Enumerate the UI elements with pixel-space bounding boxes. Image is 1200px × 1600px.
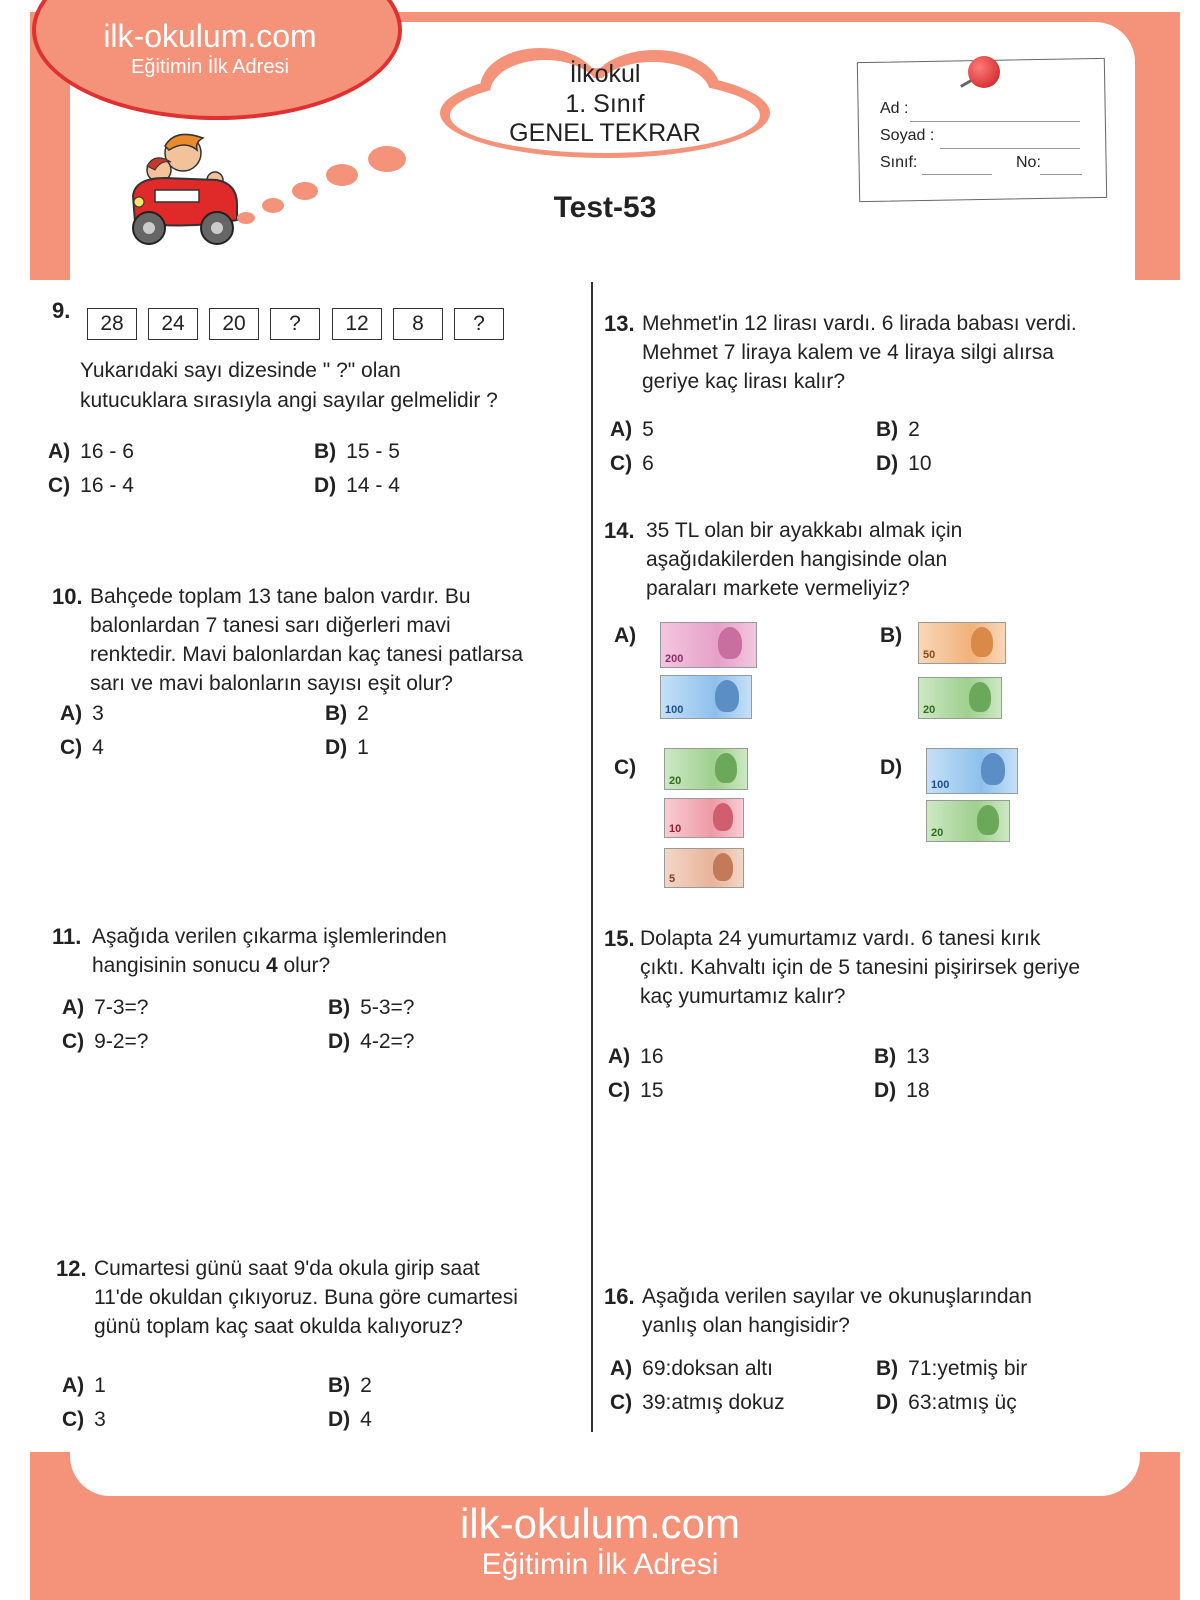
option-c[interactable]: C) 4	[60, 736, 104, 759]
question-text: Cumartesi günü saat 9'da okula girip saat	[94, 1257, 480, 1280]
question-text: kaç yumurtamız kalır?	[640, 985, 846, 1008]
question-number: 13.	[604, 311, 635, 336]
question-text: yanlış olan hangisidir?	[642, 1314, 850, 1337]
option-b[interactable]: B) 2	[328, 1374, 372, 1397]
footer-tagline: Eğitimin İlk Adresi	[481, 1548, 719, 1581]
question-text: Mehmet'in 12 lirası vardı. 6 lirada babası verdi.	[642, 312, 1077, 335]
question-text: hangisinin sonucu 4 olur?	[92, 954, 331, 977]
option-a[interactable]: A) 16	[608, 1045, 664, 1068]
pin-icon	[968, 56, 1000, 88]
car-cartoon-illustration	[125, 128, 255, 253]
option-d[interactable]: D) 18	[874, 1079, 930, 1102]
option-d[interactable]: D) 10	[876, 452, 932, 475]
test-title: Test-53	[553, 191, 657, 224]
thought-dot	[326, 164, 358, 186]
option-a[interactable]: A)	[614, 624, 637, 647]
question-text: kutucuklara sırasıyla angi sayılar gelmelidir ?	[80, 389, 498, 412]
question-text: Aşağıda verilen sayılar ve okunuşlarından	[642, 1285, 1032, 1308]
question-text: sarı ve mavi balonların sayısı eşit olur?	[90, 672, 453, 695]
banknote-option-b-20: 20	[918, 677, 1002, 719]
question-text: 11'de okuldan çıkıyoruz. Buna göre cumartesi	[94, 1286, 518, 1309]
option-d[interactable]: D) 4-2=?	[328, 1030, 415, 1053]
banknote-option-c-10: 10	[664, 798, 744, 838]
footer-site[interactable]: ilk-okulum.com	[459, 1500, 741, 1547]
question-text: Dolapta 24 yumurtamız vardı. 6 tanesi kırık	[640, 927, 1041, 950]
card-number-line[interactable]	[1040, 174, 1082, 175]
thought-dot	[368, 146, 406, 172]
sequence-box-unknown: ?	[270, 308, 320, 340]
option-c[interactable]: C) 15	[608, 1079, 664, 1102]
question-text: Aşağıda verilen çıkarma işlemlerinden	[92, 925, 447, 948]
thought-dot	[262, 198, 284, 213]
question-number: 10.	[52, 584, 83, 609]
option-b[interactable]: B) 2	[876, 418, 920, 441]
card-number-label: No:	[1016, 154, 1041, 171]
banknote-option-c-20: 20	[664, 748, 748, 790]
question-text: geriye kaç lirası kalır?	[642, 370, 846, 393]
option-c[interactable]: C)	[614, 756, 637, 779]
option-d[interactable]: D) 1	[325, 736, 369, 759]
option-c[interactable]: C) 6	[610, 452, 654, 475]
option-a[interactable]: A) 69:doksan altı	[610, 1357, 773, 1380]
question-text: Bahçede toplam 13 tane balon vardır. Bu	[90, 585, 471, 608]
sequence-box: 8	[393, 308, 443, 340]
banknote-option-a-200: 200	[660, 622, 757, 668]
sequence-box: 12	[332, 308, 382, 340]
question-text: çıktı. Kahvaltı için de 5 tanesini pişirirsek geriye	[640, 956, 1081, 979]
option-b[interactable]: B)	[880, 624, 903, 647]
question-number: 9.	[52, 298, 71, 323]
card-surname-line[interactable]	[940, 148, 1080, 149]
option-d[interactable]: D)	[880, 756, 903, 779]
banknote-option-d-20: 20	[926, 800, 1010, 842]
option-b[interactable]: B) 13	[874, 1045, 930, 1068]
option-d[interactable]: D) 63:atmış üç	[876, 1391, 1017, 1414]
option-a[interactable]: A) 1	[62, 1374, 106, 1397]
question-text: balonlardan 7 tanesi sarı diğerleri mavi	[90, 614, 451, 637]
column-divider	[591, 282, 593, 1432]
title-level: İlkokul	[569, 60, 641, 88]
title-grade: 1. Sınıf	[565, 90, 645, 118]
question-text: 35 TL olan bir ayakkabı almak için	[646, 519, 963, 542]
question-text: günü toplam kaç saat okulda kalıyoruz?	[94, 1315, 463, 1338]
question-number: 11.	[52, 924, 82, 949]
question-number: 16.	[604, 1284, 635, 1309]
option-c[interactable]: C) 16 - 4	[48, 474, 134, 497]
question-text: Mehmet 7 liraya kalem ve 4 liraya silgi alırsa	[642, 341, 1054, 364]
sequence-box-unknown: ?	[454, 308, 504, 340]
option-a[interactable]: A) 3	[60, 702, 104, 725]
question-number: 15.	[604, 926, 635, 951]
card-class-line[interactable]	[922, 174, 992, 175]
sequence-box: 20	[209, 308, 259, 340]
card-class-label: Sınıf:	[880, 154, 918, 171]
option-d[interactable]: D) 4	[328, 1408, 372, 1431]
question-text: paraları markete vermeliyiz?	[646, 577, 910, 600]
banknote-option-b-50: 50	[918, 622, 1006, 664]
option-b[interactable]: B) 71:yetmiş bir	[876, 1357, 1028, 1380]
card-name-line[interactable]	[910, 121, 1080, 122]
question-number: 14.	[604, 518, 635, 543]
sequence-box: 28	[87, 308, 137, 340]
card-surname-label: Soyad :	[880, 127, 935, 144]
option-a[interactable]: A) 5	[610, 418, 654, 441]
option-b[interactable]: B) 5-3=?	[328, 996, 415, 1019]
title-subject: GENEL TEKRAR	[509, 119, 701, 147]
sequence-box: 24	[148, 308, 198, 340]
option-a[interactable]: A) 7-3=?	[62, 996, 149, 1019]
option-c[interactable]: C) 3	[62, 1408, 106, 1431]
question-text: aşağıdakilerden hangisinde olan	[646, 548, 948, 571]
banknote-option-c-5: 5	[664, 848, 744, 888]
option-b[interactable]: B) 2	[325, 702, 369, 725]
banknote-option-d-100: 100	[926, 748, 1018, 794]
thought-dot	[292, 182, 318, 200]
banknote-option-a-100: 100	[660, 675, 752, 719]
option-a[interactable]: A) 16 - 6	[48, 440, 134, 463]
option-c[interactable]: C) 39:atmış dokuz	[610, 1391, 785, 1414]
logo-site: ilk-okulum.com	[103, 18, 317, 54]
thought-dot	[237, 212, 255, 224]
card-name-label: Ad :	[880, 100, 909, 117]
option-d[interactable]: D) 14 - 4	[314, 474, 400, 497]
question-text: Yukarıdaki sayı dizesinde " ?" olan	[80, 359, 401, 382]
question-number: 12.	[56, 1256, 87, 1281]
logo-tagline: Eğitimin İlk Adresi	[131, 56, 289, 78]
option-b[interactable]: B) 15 - 5	[314, 440, 400, 463]
option-c[interactable]: C) 9-2=?	[62, 1030, 149, 1053]
question-text: renktedir. Mavi balonlardan kaç tanesi patlarsa	[90, 643, 524, 666]
